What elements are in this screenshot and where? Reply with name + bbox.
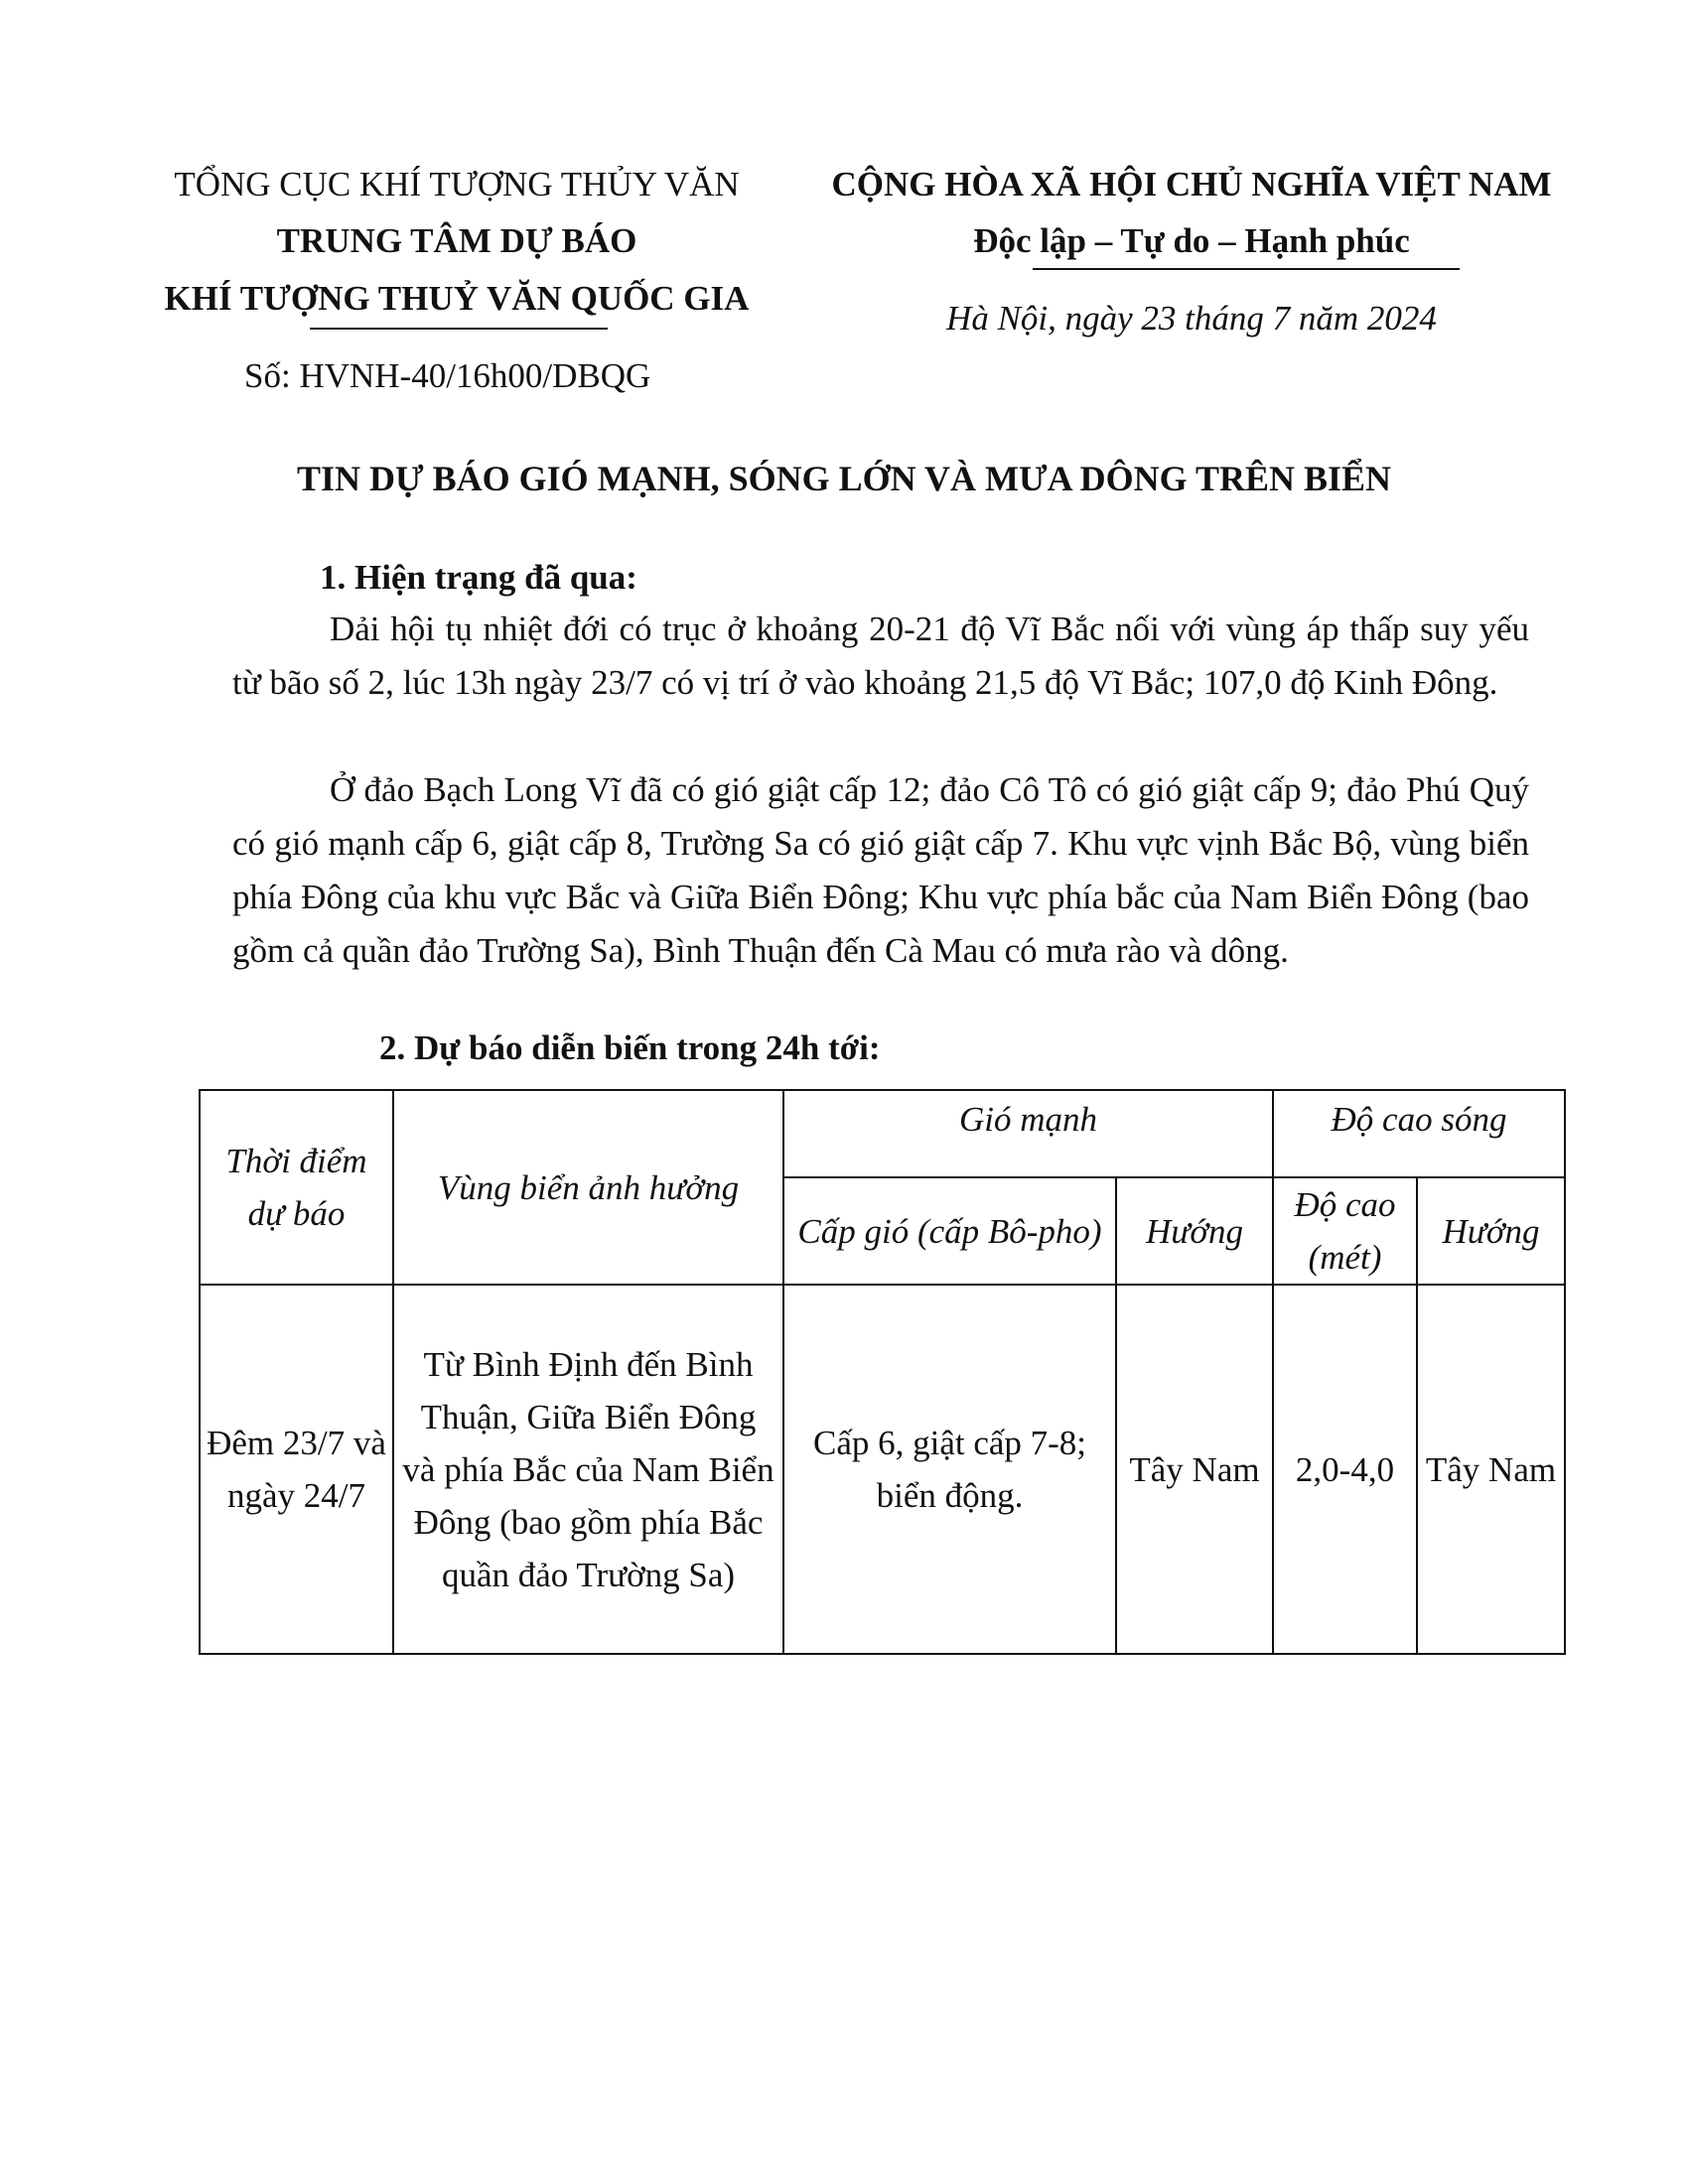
cell-wind-direction: Tây Nam [1116, 1285, 1273, 1654]
header-wind-group: Gió mạnh [783, 1090, 1273, 1177]
cell-wind-level: Cấp 6, giật cấp 7-8; biển động. [783, 1285, 1116, 1654]
center-name-line2: KHÍ TƯỢNG THUỶ VĂN QUỐC GIA [164, 279, 750, 318]
place-date: Hà Nội, ngày 23 tháng 7 năm 2024 [946, 299, 1437, 338]
table-row [200, 1285, 1565, 1654]
cell-wave-height: 2,0-4,0 [1273, 1285, 1417, 1654]
cell-area: Từ Bình Định đến Bình Thuận, Giữa Biển Đông và phía Bắc của Nam Biển Đông (bao gồm phía Bắc quần đảo Trường Sa) [393, 1285, 783, 1654]
header-wind-level: Cấp gió (cấp Bô-pho) [783, 1177, 1116, 1285]
agency-name: TỔNG CỤC KHÍ TƯỢNG THỦY VĂN [174, 165, 740, 204]
cell-time: Đêm 23/7 và ngày 24/7 [200, 1285, 393, 1654]
header-time: Thời điểm dự báo [200, 1090, 393, 1285]
header-wave-group: Độ cao sóng [1273, 1090, 1565, 1177]
forecast-table [199, 1089, 1566, 1655]
header-right-rule [1033, 268, 1460, 270]
header-area: Vùng biển ảnh hưởng [393, 1090, 783, 1285]
document-number: Số: HVNH-40/16h00/DBQG [244, 356, 651, 395]
section-1-paragraph-1: Dải hội tụ nhiệt đới có trục ở khoảng 20-21 độ Vĩ Bắc nối với vùng áp thấp suy yếu từ bão số 2, lúc 13h ngày 23/7 có vị trí ở vào khoảng 21,5 độ Vĩ Bắc; 107,0 độ Kinh Đông. [232, 610, 1529, 702]
section-2-heading: 2. Dự báo diễn biến trong 24h tới: [379, 1028, 881, 1067]
cell-wave-direction: Tây Nam [1417, 1285, 1565, 1654]
national-motto: Độc lập – Tự do – Hạnh phúc [973, 221, 1410, 260]
center-name-line1: TRUNG TÂM DỰ BÁO [276, 221, 637, 260]
document-title: TIN DỰ BÁO GIÓ MẠNH, SÓNG LỚN VÀ MƯA DÔNG TRÊN BIỂN [296, 459, 1392, 498]
country-name: CỘNG HÒA XÃ HỘI CHỦ NGHĨA VIỆT NAM [831, 165, 1552, 204]
header-left-rule [310, 328, 608, 330]
section-1-paragraph-2: Ở đảo Bạch Long Vĩ đã có gió giật cấp 12; đảo Cô Tô có gió giật cấp 9; đảo Phú Quý có gió mạnh cấp 6, giật cấp 8, Trường Sa có gió giật cấp 7. Khu vực vịnh Bắc Bộ, vùng biển phía Đông của khu vực Bắc và Giữa Biển Đông; Khu vực phía bắc của Nam Biển Đông (bao gồm cả quần đảo Trường Sa), Bình Thuận đến Cà Mau có mưa rào và dông. [232, 770, 1529, 970]
header-wave-direction: Hướng [1417, 1177, 1565, 1285]
header-wave-height: Độ cao (mét) [1273, 1177, 1417, 1285]
section-1-heading: 1. Hiện trạng đã qua: [320, 558, 637, 597]
header-wind-direction: Hướng [1116, 1177, 1273, 1285]
